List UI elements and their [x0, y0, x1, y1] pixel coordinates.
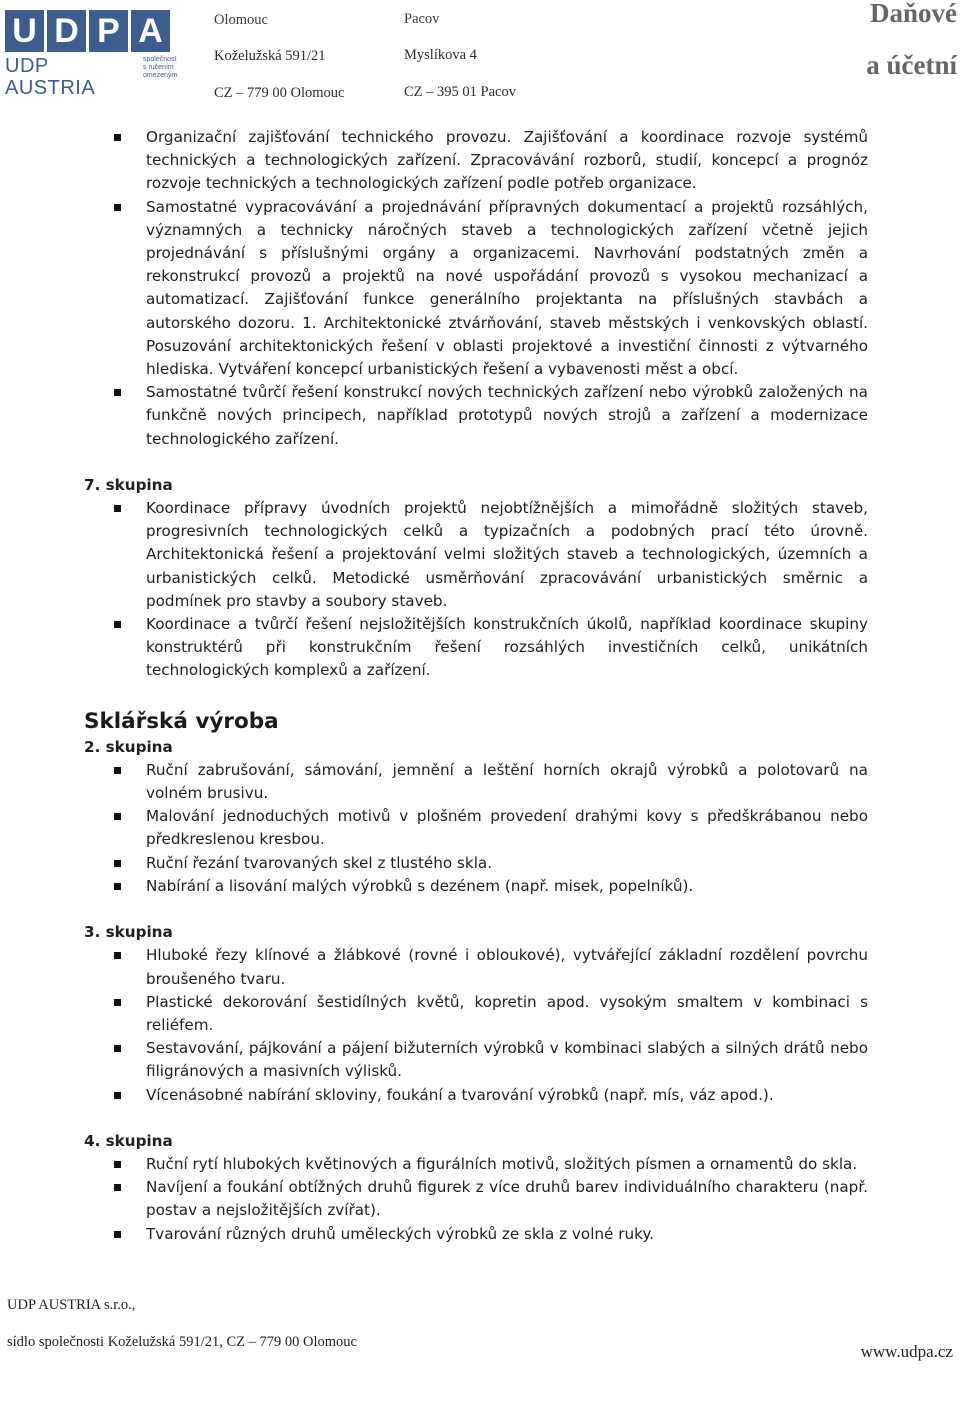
- logo-subtitle: UDP AUSTRIA: [5, 55, 96, 99]
- brand-line-1: Daňové: [870, 0, 957, 28]
- list-item: Ruční rytí hlubokých květinových a figurálních motivů, složitých písmen a ornamentů do skla.: [84, 1153, 868, 1176]
- office1-street: Koželužská 591/21: [214, 48, 326, 64]
- footer-company: UDP AUSTRIA s.r.o.,: [7, 1297, 136, 1313]
- list-item: Malování jednoduchých motivů v plošném provedení drahými kovy s předškrábanou nebo předkreslenou kresbou.: [84, 805, 868, 851]
- office1-zip: CZ – 779 00 Olomouc: [214, 85, 345, 101]
- office2-zip: CZ – 395 01 Pacov: [404, 84, 516, 100]
- page-header: [0, 0, 960, 110]
- list-item: Sestavování, pájkování a pájení bižuterních výrobků v kombinaci slabých a silných drátů nebo filigránových a masivních výlisků.: [84, 1037, 868, 1083]
- list-item: Koordinace přípravy úvodních projektů nejobtížnějších a mimořádně složitých staveb, progresivních technologických celků a typizačních a podobných prací této úrovně. Architektonická řešení a projektování velmi složitých staveb a technologických, územních a urbanistických celků. Metodické usměrňování zpracovávání urbanistických směrnic a podmínek pro stavby a soubory staveb.: [84, 497, 868, 613]
- intro-list: [84, 126, 868, 451]
- list-item: Nabírání a lisování malých výrobků s dezénem (např. misek, popelníků).: [84, 875, 868, 898]
- list-item: Plastické dekorování šestidílných květů, kopretin apod. vysokým smaltem v kombinaci s reliéfem.: [84, 991, 868, 1037]
- footer-website-link[interactable]: www.udpa.cz: [860, 1342, 953, 1361]
- group-7-list: [84, 497, 868, 683]
- group-heading-4: 4. skupina: [84, 1131, 173, 1150]
- list-item: Tvarování různých druhů uměleckých výrobků ze skla z volné ruky.: [84, 1223, 868, 1246]
- glass-group-4-list: [84, 1153, 868, 1246]
- section-title: Sklářská výroba: [84, 708, 279, 734]
- list-item: Navíjení a foukání obtížných druhů figurek z více druhů barev individuálního charakteru (např. postav a nejsložitějších zvířat).: [84, 1176, 868, 1222]
- list-item: Samostatné vypracovávání a projednávání přípravných dokumentací a projektů rozsáhlých, významných a technicky náročných staveb a technologických zařízení včetně jejich projednávání s příslušnými orgány a organizacemi. Navrhování podstatných změn a rekonstrukcí provozů a projektů na nové uspořádání provozů s vysokou mechanizací a automatizací. Zajišťování funkce generálního projektanta na příslušných stavbách a autorského dozoru. 1. Architektonické ztvárňování, staveb městských i venkovských oblastí. Posuzování architektonických řešení v oblasti projektové a investiční činnosti z výtvarného hlediska. Vytváření koncepcí urbanistických řešení a vybavenosti měst a obcí.: [84, 196, 868, 382]
- list-item: Organizační zajišťování technického provozu. Zajišťování a koordinace rozvoje systémů technických a technologických zařízení. Zpracovávání rozborů, studií, koncepcí a prognóz rozvoje technických a technologických zařízení podle potřeb organizace.: [84, 126, 868, 196]
- list-item: Vícenásobné nabírání skloviny, foukání a tvarování výrobků (např. mís, váz apod.).: [84, 1084, 868, 1107]
- group-heading-2: 2. skupina: [84, 737, 173, 756]
- list-item: Hluboké řezy klínové a žlábkové (rovné i obloukové), vytvářející základní rozdělení povrchu broušeného tvaru.: [84, 944, 868, 990]
- logo-letter: D: [47, 10, 86, 52]
- office2-city[interactable]: Pacov: [404, 11, 440, 27]
- glass-group-3-list: [84, 944, 868, 1106]
- list-item: Samostatné tvůrčí řešení konstrukcí nových technických zařízení nebo výrobků založených na funkčně nových principech, například prototypů nových strojů a zařízení a modernizace technologického zařízení.: [84, 381, 868, 451]
- group-heading-7: 7. skupina: [84, 475, 173, 494]
- logo-tagline: společnost s ručením omezeným: [143, 56, 178, 79]
- brand-line-2: a účetní: [866, 50, 957, 80]
- group-heading-3: 3. skupina: [84, 923, 173, 942]
- office2-street: Myslíkova 4: [404, 47, 477, 63]
- logo-letter: P: [89, 10, 128, 52]
- logo-letter: A: [131, 10, 170, 52]
- list-item: Ruční zabrušování, sámování, jemnění a leštění horních okrajů výrobků a polotovarů na volném brusivu.: [84, 759, 868, 805]
- list-item: Koordinace a tvůrčí řešení nejsložitějších konstrukčních úkolů, například koordinace skupiny konstruktérů při konstrukčním řešení rozsáhlých investičních celků, unikátních technologických komplexů a zařízení.: [84, 613, 868, 683]
- list-item: Ruční řezání tvarovaných skel z tlustého skla.: [84, 852, 868, 875]
- udp-austria-logo: [5, 10, 178, 99]
- document-body: [84, 126, 868, 1246]
- office1-city[interactable]: Olomouc: [214, 12, 268, 28]
- logo-letter: U: [5, 10, 44, 52]
- glass-group-2-list: [84, 759, 868, 898]
- footer-seat: sídlo společnosti Koželužská 591/21, CZ – 779 00 Olomouc: [7, 1334, 357, 1350]
